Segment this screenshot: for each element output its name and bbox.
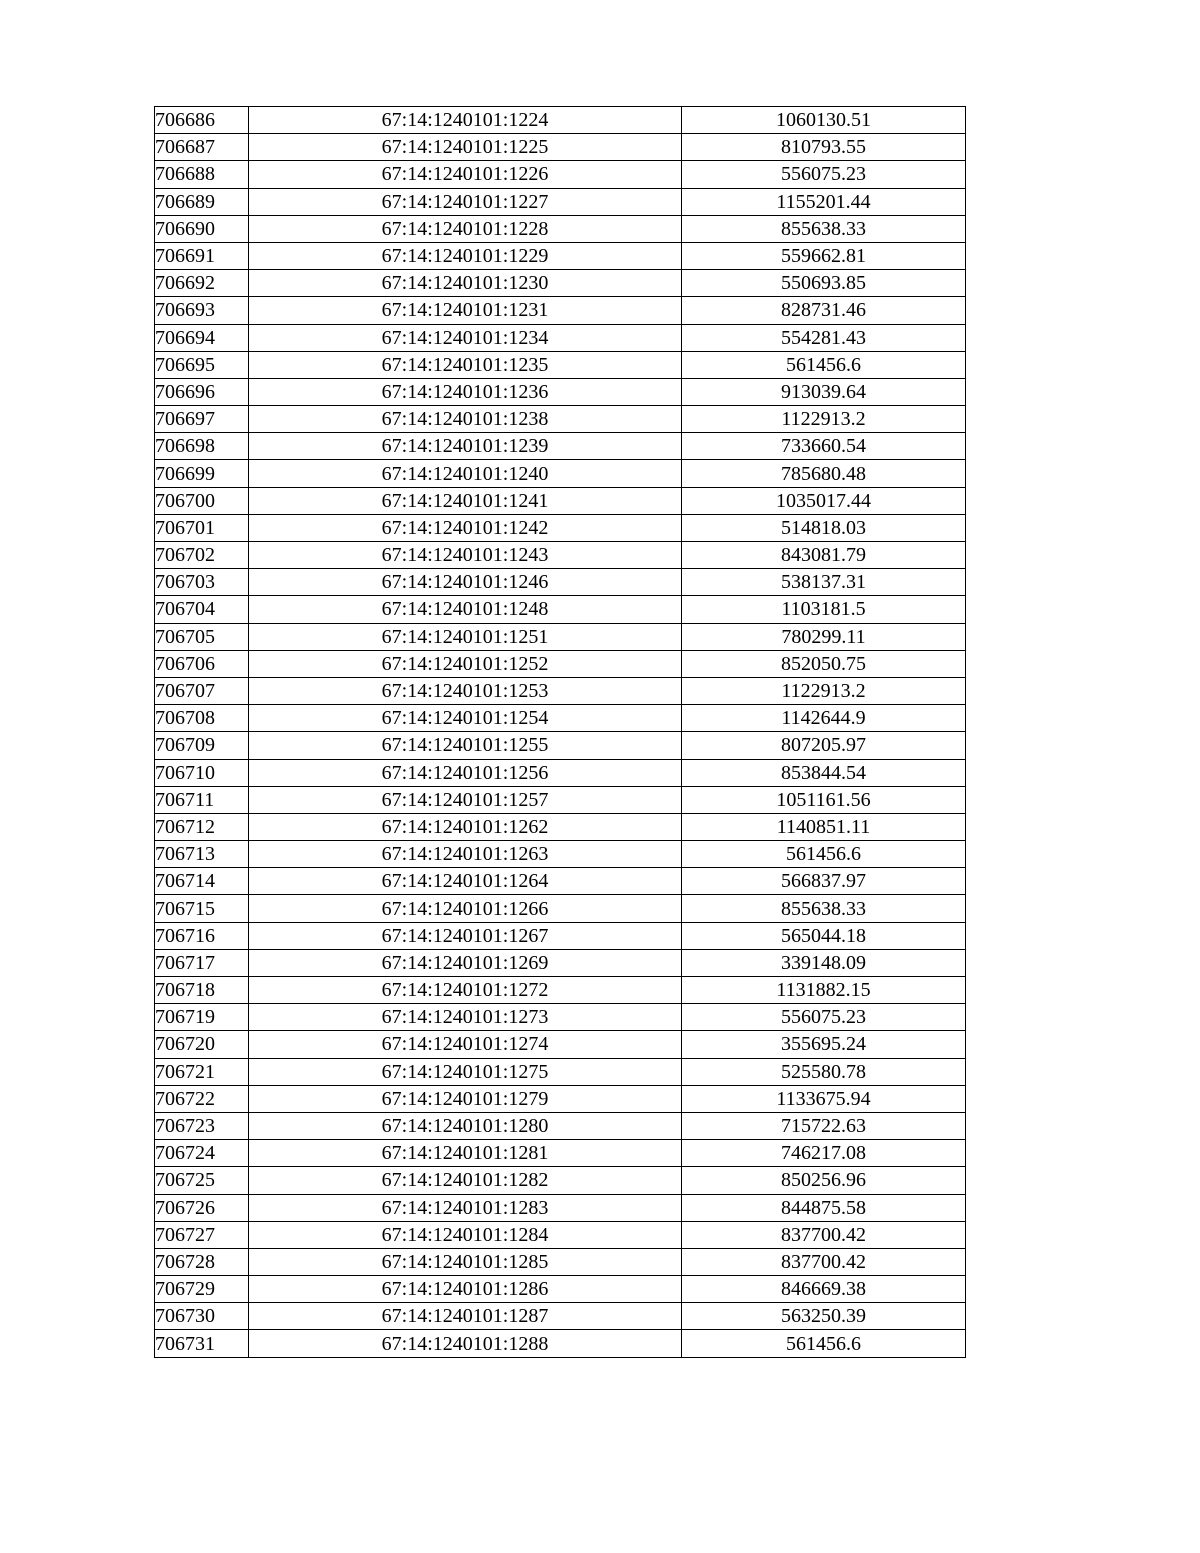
row-number-cell: 706693	[155, 297, 249, 324]
row-number-cell: 706709	[155, 732, 249, 759]
row-number-cell: 706715	[155, 895, 249, 922]
cadastral-value-cell: 554281.43	[682, 324, 966, 351]
cadastral-number-cell: 67:14:1240101:1285	[249, 1248, 682, 1275]
table-row	[155, 161, 966, 188]
cadastral-value-cell: 746217.08	[682, 1140, 966, 1167]
row-number-cell: 706687	[155, 134, 249, 161]
table-row	[155, 677, 966, 704]
cadastral-value-cell: 855638.33	[682, 215, 966, 242]
cadastral-value-cell: 1133675.94	[682, 1085, 966, 1112]
cadastral-number-cell: 67:14:1240101:1236	[249, 378, 682, 405]
cadastral-value-cell: 563250.39	[682, 1303, 966, 1330]
cadastral-number-cell: 67:14:1240101:1227	[249, 188, 682, 215]
cadastral-number-cell: 67:14:1240101:1262	[249, 813, 682, 840]
cadastral-value-cell: 1035017.44	[682, 487, 966, 514]
table-row	[155, 1221, 966, 1248]
row-number-cell: 706731	[155, 1330, 249, 1357]
cadastral-number-cell: 67:14:1240101:1263	[249, 841, 682, 868]
cadastral-value-table	[154, 106, 966, 1358]
table-row	[155, 868, 966, 895]
row-number-cell: 706688	[155, 161, 249, 188]
row-number-cell: 706690	[155, 215, 249, 242]
row-number-cell: 706713	[155, 841, 249, 868]
cadastral-value-cell: 733660.54	[682, 433, 966, 460]
row-number-cell: 706718	[155, 977, 249, 1004]
row-number-cell: 706699	[155, 460, 249, 487]
table-row	[155, 922, 966, 949]
table-row	[155, 242, 966, 269]
table-row	[155, 188, 966, 215]
row-number-cell: 706705	[155, 623, 249, 650]
row-number-cell: 706703	[155, 569, 249, 596]
table-row	[155, 542, 966, 569]
cadastral-number-cell: 67:14:1240101:1288	[249, 1330, 682, 1357]
cadastral-value-cell: 561456.6	[682, 1330, 966, 1357]
cadastral-number-cell: 67:14:1240101:1267	[249, 922, 682, 949]
row-number-cell: 706721	[155, 1058, 249, 1085]
row-number-cell: 706689	[155, 188, 249, 215]
table-row	[155, 1276, 966, 1303]
cadastral-number-cell: 67:14:1240101:1246	[249, 569, 682, 596]
row-number-cell: 706708	[155, 705, 249, 732]
table-row	[155, 786, 966, 813]
cadastral-number-cell: 67:14:1240101:1251	[249, 623, 682, 650]
cadastral-value-cell: 339148.09	[682, 949, 966, 976]
table-row	[155, 1058, 966, 1085]
table-row	[155, 596, 966, 623]
table-row	[155, 487, 966, 514]
table-row	[155, 270, 966, 297]
table-row	[155, 460, 966, 487]
row-number-cell: 706701	[155, 514, 249, 541]
cadastral-number-cell: 67:14:1240101:1240	[249, 460, 682, 487]
cadastral-number-cell: 67:14:1240101:1238	[249, 406, 682, 433]
cadastral-number-cell: 67:14:1240101:1231	[249, 297, 682, 324]
table-row	[155, 732, 966, 759]
row-number-cell: 706714	[155, 868, 249, 895]
cadastral-value-cell: 853844.54	[682, 759, 966, 786]
row-number-cell: 706691	[155, 242, 249, 269]
cadastral-number-cell: 67:14:1240101:1274	[249, 1031, 682, 1058]
row-number-cell: 706711	[155, 786, 249, 813]
cadastral-value-cell: 785680.48	[682, 460, 966, 487]
cadastral-number-cell: 67:14:1240101:1283	[249, 1194, 682, 1221]
cadastral-number-cell: 67:14:1240101:1234	[249, 324, 682, 351]
cadastral-value-cell: 550693.85	[682, 270, 966, 297]
row-number-cell: 706686	[155, 107, 249, 134]
table-body	[155, 107, 966, 1358]
table-row	[155, 841, 966, 868]
cadastral-value-cell: 807205.97	[682, 732, 966, 759]
cadastral-value-cell: 843081.79	[682, 542, 966, 569]
table-row	[155, 378, 966, 405]
row-number-cell: 706723	[155, 1112, 249, 1139]
cadastral-number-cell: 67:14:1240101:1275	[249, 1058, 682, 1085]
row-number-cell: 706719	[155, 1004, 249, 1031]
cadastral-number-cell: 67:14:1240101:1255	[249, 732, 682, 759]
cadastral-value-cell: 565044.18	[682, 922, 966, 949]
row-number-cell: 706695	[155, 351, 249, 378]
row-number-cell: 706727	[155, 1221, 249, 1248]
row-number-cell: 706716	[155, 922, 249, 949]
cadastral-value-cell: 846669.38	[682, 1276, 966, 1303]
cadastral-number-cell: 67:14:1240101:1254	[249, 705, 682, 732]
table-row	[155, 134, 966, 161]
cadastral-value-cell: 1122913.2	[682, 406, 966, 433]
cadastral-value-cell: 850256.96	[682, 1167, 966, 1194]
cadastral-number-cell: 67:14:1240101:1273	[249, 1004, 682, 1031]
row-number-cell: 706702	[155, 542, 249, 569]
cadastral-value-cell: 556075.23	[682, 161, 966, 188]
cadastral-number-cell: 67:14:1240101:1280	[249, 1112, 682, 1139]
row-number-cell: 706722	[155, 1085, 249, 1112]
cadastral-number-cell: 67:14:1240101:1287	[249, 1303, 682, 1330]
cadastral-number-cell: 67:14:1240101:1272	[249, 977, 682, 1004]
row-number-cell: 706730	[155, 1303, 249, 1330]
table-row	[155, 623, 966, 650]
cadastral-value-cell: 852050.75	[682, 650, 966, 677]
row-number-cell: 706692	[155, 270, 249, 297]
cadastral-value-cell: 715722.63	[682, 1112, 966, 1139]
table-row	[155, 1004, 966, 1031]
row-number-cell: 706697	[155, 406, 249, 433]
row-number-cell: 706700	[155, 487, 249, 514]
cadastral-number-cell: 67:14:1240101:1241	[249, 487, 682, 514]
row-number-cell: 706724	[155, 1140, 249, 1167]
cadastral-value-cell: 514818.03	[682, 514, 966, 541]
table-row	[155, 1085, 966, 1112]
cadastral-value-cell: 1103181.5	[682, 596, 966, 623]
cadastral-number-cell: 67:14:1240101:1229	[249, 242, 682, 269]
cadastral-number-cell: 67:14:1240101:1235	[249, 351, 682, 378]
table-row	[155, 1194, 966, 1221]
cadastral-value-cell: 1060130.51	[682, 107, 966, 134]
cadastral-value-cell: 828731.46	[682, 297, 966, 324]
table-row	[155, 569, 966, 596]
row-number-cell: 706712	[155, 813, 249, 840]
table-row	[155, 1330, 966, 1357]
row-number-cell: 706696	[155, 378, 249, 405]
table-row	[155, 1167, 966, 1194]
cadastral-number-cell: 67:14:1240101:1279	[249, 1085, 682, 1112]
cadastral-number-cell: 67:14:1240101:1282	[249, 1167, 682, 1194]
table-row	[155, 433, 966, 460]
cadastral-number-cell: 67:14:1240101:1239	[249, 433, 682, 460]
table-row	[155, 406, 966, 433]
table-row	[155, 650, 966, 677]
cadastral-number-cell: 67:14:1240101:1256	[249, 759, 682, 786]
cadastral-number-cell: 67:14:1240101:1248	[249, 596, 682, 623]
row-number-cell: 706720	[155, 1031, 249, 1058]
table-row	[155, 977, 966, 1004]
row-number-cell: 706725	[155, 1167, 249, 1194]
cadastral-value-cell: 566837.97	[682, 868, 966, 895]
cadastral-number-cell: 67:14:1240101:1225	[249, 134, 682, 161]
table-row	[155, 1248, 966, 1275]
cadastral-value-cell: 1131882.15	[682, 977, 966, 1004]
cadastral-value-cell: 844875.58	[682, 1194, 966, 1221]
row-number-cell: 706706	[155, 650, 249, 677]
table-row	[155, 107, 966, 134]
cadastral-value-cell: 538137.31	[682, 569, 966, 596]
row-number-cell: 706698	[155, 433, 249, 460]
table-row	[155, 215, 966, 242]
cadastral-number-cell: 67:14:1240101:1228	[249, 215, 682, 242]
cadastral-value-cell: 913039.64	[682, 378, 966, 405]
row-number-cell: 706729	[155, 1276, 249, 1303]
row-number-cell: 706707	[155, 677, 249, 704]
cadastral-number-cell: 67:14:1240101:1252	[249, 650, 682, 677]
cadastral-value-cell: 1142644.9	[682, 705, 966, 732]
cadastral-value-cell: 837700.42	[682, 1248, 966, 1275]
table-row	[155, 324, 966, 351]
cadastral-value-cell: 1051161.56	[682, 786, 966, 813]
cadastral-value-cell: 855638.33	[682, 895, 966, 922]
cadastral-value-cell: 780299.11	[682, 623, 966, 650]
cadastral-value-cell: 837700.42	[682, 1221, 966, 1248]
row-number-cell: 706704	[155, 596, 249, 623]
cadastral-number-cell: 67:14:1240101:1243	[249, 542, 682, 569]
cadastral-number-cell: 67:14:1240101:1257	[249, 786, 682, 813]
table-row	[155, 1303, 966, 1330]
table-row	[155, 949, 966, 976]
cadastral-number-cell: 67:14:1240101:1264	[249, 868, 682, 895]
table-row	[155, 514, 966, 541]
table-row	[155, 1031, 966, 1058]
table-row	[155, 1112, 966, 1139]
cadastral-value-cell: 561456.6	[682, 351, 966, 378]
cadastral-number-cell: 67:14:1240101:1266	[249, 895, 682, 922]
row-number-cell: 706726	[155, 1194, 249, 1221]
table-row	[155, 1140, 966, 1167]
cadastral-number-cell: 67:14:1240101:1226	[249, 161, 682, 188]
table-row	[155, 297, 966, 324]
cadastral-number-cell: 67:14:1240101:1284	[249, 1221, 682, 1248]
cadastral-number-cell: 67:14:1240101:1224	[249, 107, 682, 134]
row-number-cell: 706728	[155, 1248, 249, 1275]
cadastral-number-cell: 67:14:1240101:1281	[249, 1140, 682, 1167]
cadastral-value-cell: 525580.78	[682, 1058, 966, 1085]
cadastral-number-cell: 67:14:1240101:1286	[249, 1276, 682, 1303]
cadastral-number-cell: 67:14:1240101:1242	[249, 514, 682, 541]
cadastral-number-cell: 67:14:1240101:1269	[249, 949, 682, 976]
table-row	[155, 705, 966, 732]
cadastral-value-cell: 1140851.11	[682, 813, 966, 840]
cadastral-value-cell: 355695.24	[682, 1031, 966, 1058]
cadastral-value-cell: 556075.23	[682, 1004, 966, 1031]
row-number-cell: 706717	[155, 949, 249, 976]
cadastral-value-cell: 1122913.2	[682, 677, 966, 704]
table-row	[155, 895, 966, 922]
table-row	[155, 351, 966, 378]
row-number-cell: 706710	[155, 759, 249, 786]
table-row	[155, 759, 966, 786]
table-row	[155, 813, 966, 840]
cadastral-number-cell: 67:14:1240101:1230	[249, 270, 682, 297]
row-number-cell: 706694	[155, 324, 249, 351]
cadastral-number-cell: 67:14:1240101:1253	[249, 677, 682, 704]
cadastral-value-cell: 559662.81	[682, 242, 966, 269]
cadastral-value-cell: 1155201.44	[682, 188, 966, 215]
cadastral-value-cell: 810793.55	[682, 134, 966, 161]
cadastral-value-cell: 561456.6	[682, 841, 966, 868]
